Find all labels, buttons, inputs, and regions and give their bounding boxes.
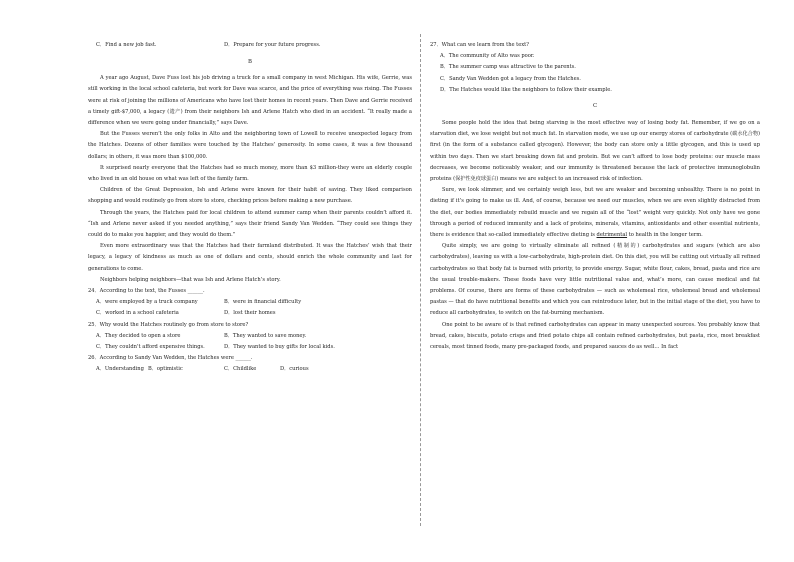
q23-options-cd [88,40,412,51]
q27-option-a[interactable]: A．The community of Alto was poor. [440,53,535,60]
q23-option-d[interactable]: D．Prepare for your future progress. [224,42,321,48]
passage-b-p3: It surprised nearly everyone that the Hatches had so much money, more than $3 million-they were an elderly couple who lived in an old house on what was left of the family farm. [88,164,412,183]
q25-option-c[interactable]: C．They couldn’t afford expensive things. [96,344,205,351]
q24-options-cd [88,308,412,319]
passage-b-p1: A year ago August, Dave Fuss lost his job driving a truck for a small company in west Michigan. His wife, Gerrie, was still working in the local school cafeteria, but work for Dave was scarce, and the price of everything was rising. The Fusses were at risk of joining the millions of Americans who have lost their homes in recent years. Then Dave and Gerrie received a timely gift-$7,000, a legacy (遗产) from their neighbors Ish and Arlene Hatch who died in an accident. “It really made a difference when we were going under financially,” says Dave. [88,75,412,126]
q25-option-b[interactable]: B．They wanted to save money. [224,332,307,339]
passage-c-p2-text: Sure, we look slimmer, and we certainly weigh less, but we are weaker and becoming unhealthy. There is no point in dieting if it’s going to make us ill. And, of course, because we need our muscles, when we are even slightly distracted from the diet, our bodies immediately rebuild muscle and we regain all of the “lost” weight very quickly. Not only have we gone through a period of reduced immunity and a lack of proteins, minerals, vitamins, antioxidants and other essential nutrients, there is evidence that so-called immediately effective dieting is [430,187,760,239]
q25-options-cd [88,342,412,353]
q26-option-a[interactable]: A．Understanding [96,366,144,373]
q25-option-a[interactable]: A．They decided to open a store [96,332,181,339]
q26-option-d[interactable]: D．curious [280,366,309,373]
q24-option-d[interactable]: D．lost their homes [224,310,276,317]
q27-option-c[interactable]: C．Sandy Van Wedden got a legacy from the Hatches. [440,75,581,82]
passage-b-p2: But the Fusses weren’t the only folks in Alto and the neighboring town of Lowell to receive unexpected legacy from the Hatches. Dozens of other families were touched by the Hatches’ generosity. In some cases, it was a few thousand dollars; in others, it was more than $100,000. [88,131,412,160]
underlined-word: detrimental [596,232,628,239]
question-25: 25．Why would the Hatches routinely go from store to store? [88,321,249,328]
question-27: 27．What can we learn from the text? [430,42,530,48]
q23-option-c[interactable]: C．Find a new job fast. [96,42,157,48]
passage-b-p5: Through the years, the Hatches paid for local children to attend summer camp when their parents couldn’t afford it. “Ish and Arlene never asked if you needed anything,” says their friend Sandy Van Wedden. “They could see things they could do to make you happier, and they would do them.” [88,209,412,239]
passage-c-p2 [430,185,760,241]
passage-c-p2-end: to health in the longer term. [627,232,703,239]
left-column [88,40,412,520]
q24-option-a[interactable]: A．were employed by a truck company [96,299,198,306]
q27-option-b[interactable]: B．The summer camp was attractive to the parents. [440,64,576,71]
question-24: 24．According to the text, the Fusses ______. [88,288,205,295]
passage-c-p4: One point to be aware of is that refined carbohydrates can appear in many unexpected sources. You probably know that bread, cakes, biscuits, potato crisps and fried potato chips all contain refined carbohydrates, but pasta, rice, most breakfast cereals, most tinned foods, many pre-packaged foods, and prepared sauces do as well… In fact [430,321,760,351]
q24-option-b[interactable]: B．were in financial difficulty [224,299,302,306]
passage-c-p1: Some people hold the idea that being starving is the most effective way of losing body fat. Remember, if we go on a starvation diet, we lose weight but not much fat. In starvation mode, we use up our energy stores of carbohydrate (碳水化合物) first (in the form of a substance called glycogen). However, the body can store only a little glycogen, and this is used up within two days. Then we start breaking down fat and protein. But we can’t afford to lose body proteins: our muscle mass decreases, we become noticeably weaker, and our immunity is threatened because the lack of protective immunoglobulin proteins (保护性免疫球蛋白) means we are subject to an increased risk of infection. [430,120,760,183]
q25-option-d[interactable]: D．They wanted to buy gifts for local kids. [224,344,335,351]
q24-options-ab [88,297,412,308]
q26-option-c[interactable]: C．Childlike [224,366,257,373]
q24-option-c[interactable]: C．worked in a school cafeteria [96,310,179,317]
passage-b-p4: Children of the Great Depression, Ish and Arlene were known for their habit of saving. They liked comparison shopping and would routinely go from store to store, checking prices before making a new purchase. [88,187,412,205]
passage-b-p6: Even more extraordinary was that the Hatches had their farmland distributed. It was the Hatches’ wish that their legacy, a legacy of kindness as much as one of dollars and cents, should enrich the whole community and last for generations to come. [88,243,412,272]
q26-options [88,364,412,375]
q25-options-ab [88,331,412,342]
question-26: 26．According to Sandy Van Wedden, the Hatches were ______. [88,355,253,362]
q26-option-b[interactable]: B．optimistic [148,366,183,373]
right-column [430,40,760,520]
passage-b-p7: Neighbors helping neighbors—that was Ish and Arlene Hatch’s story. [100,276,281,283]
q27-option-d[interactable]: D．The Hatches would like the neighbors to follow their example. [440,86,612,93]
column-divider [420,34,421,526]
section-c-heading: C [592,103,598,110]
passage-c-p3: Quite simply, we are going to virtually eliminate all refined (精制的) carbohydrates and sugars (which are also carbohydrates), leaving us with a low-carbohydrate, high-protein diet. On this diet, you will be cutting out virtually all refined carbohydrates so that body fat is burned with priority, to provide energy. Sugar, white flour, cakes, bread, pasta and rice are the usual trouble-makers. These foods have very little nutritional value and, what’s more, can cause medical and fat problems. Of course, there are forms of these carbohydrates — such as wholemeal rice, wholemeal bread and wholemeal pastas — that do have nutritional benefits and which you can reintroduce later, but in the initial stage of the diet, you have to reduce all carbohydrates, to switch on the fat-burning mechanism. [430,243,760,317]
section-b-heading: B [248,58,252,65]
